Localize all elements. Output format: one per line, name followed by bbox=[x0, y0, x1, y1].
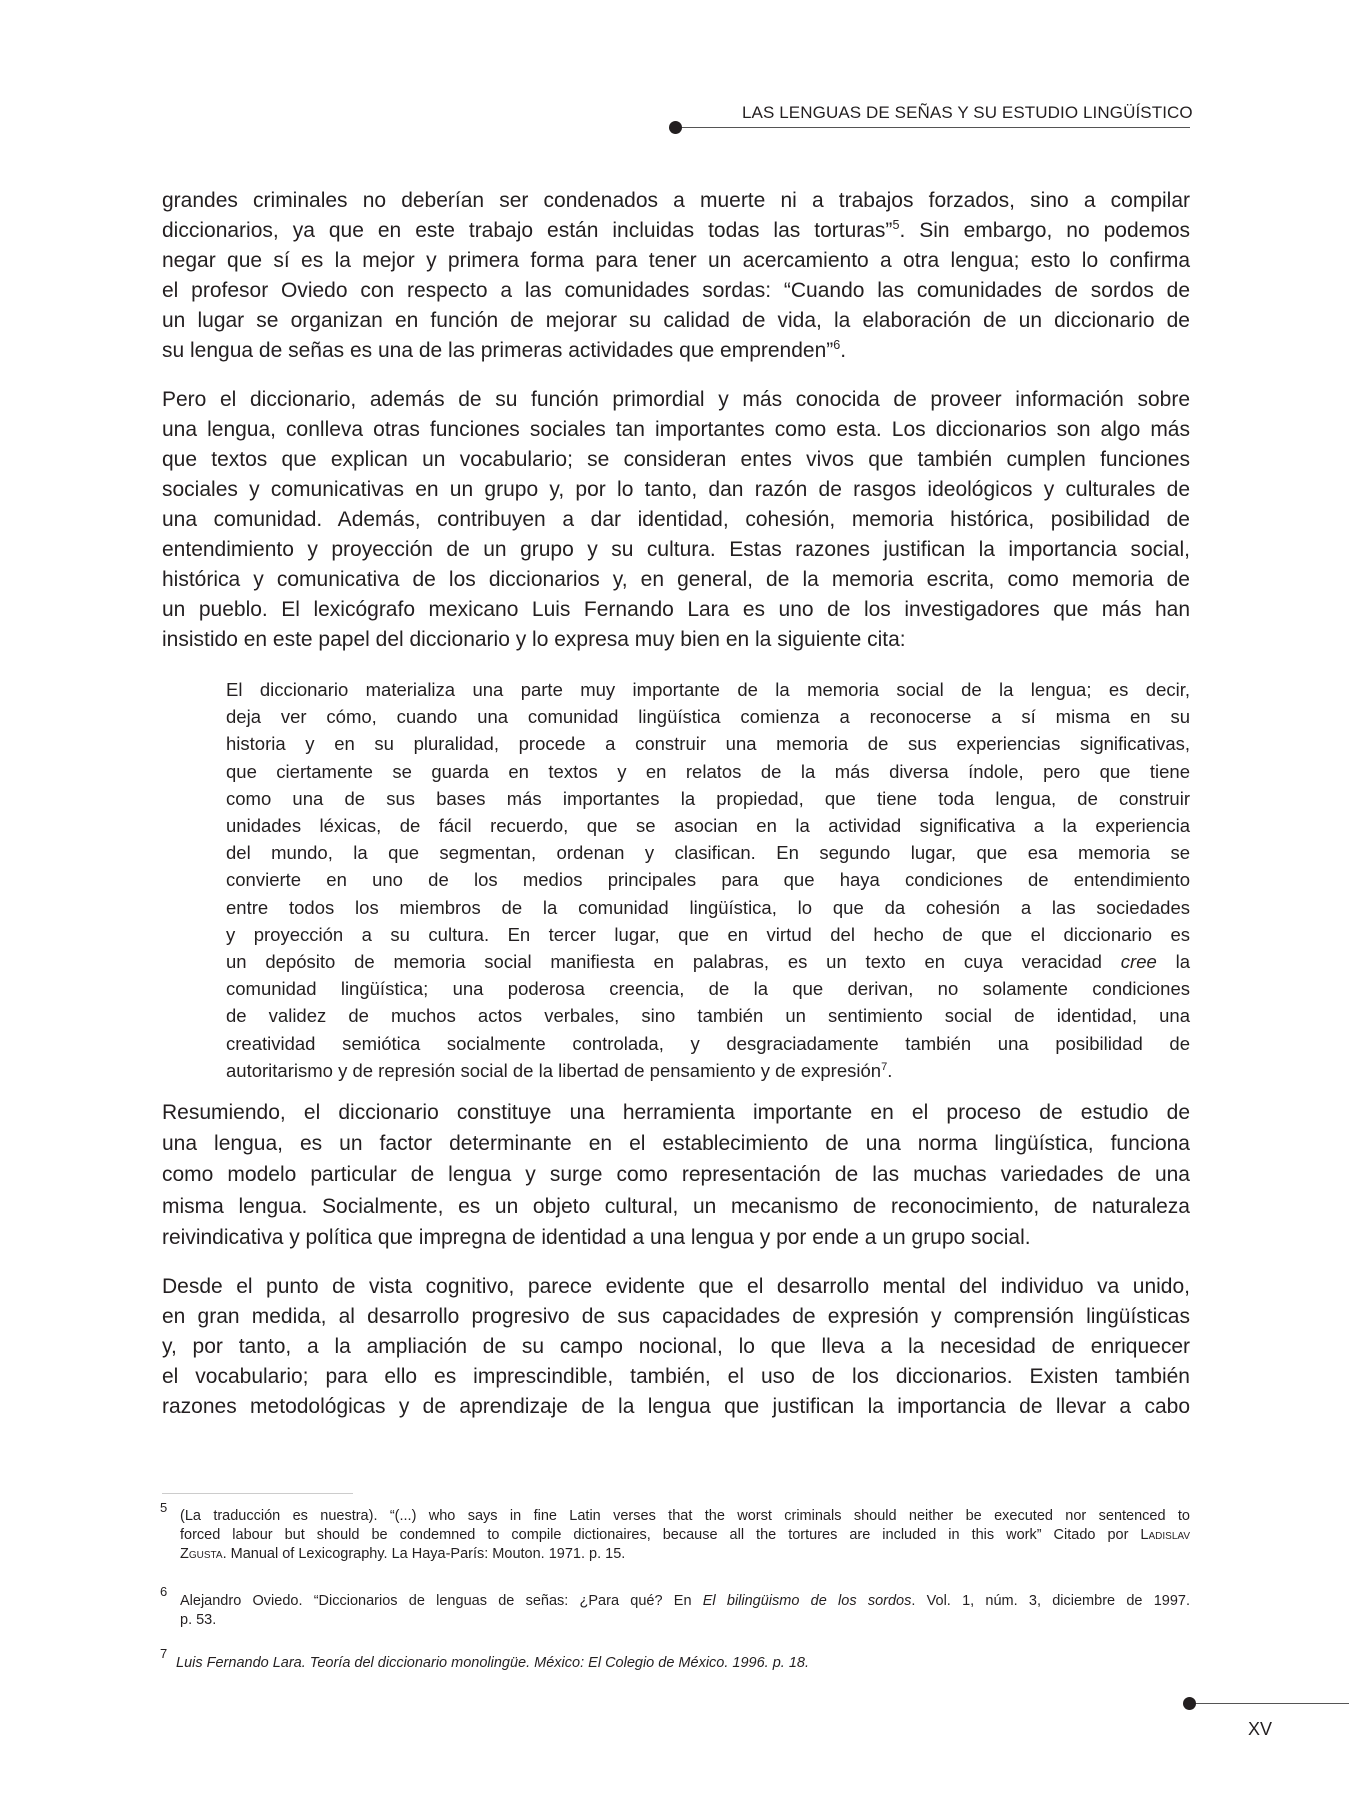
body-line: y, por tanto, a la ampliación de su campo nocional, lo que lleva a la necesidad de enriquecer bbox=[162, 1335, 1190, 1358]
author-smallcaps: Zgusta bbox=[180, 1546, 223, 1562]
quote-line: unidades léxicas, de fácil recuerdo, que se asocian en la actividad significativa a la experiencia bbox=[226, 815, 1190, 836]
body-line: una lengua, conlleva otras funciones sociales tan importantes como esta. Los diccionarios son algo más bbox=[162, 418, 1190, 441]
header-bullet-dot bbox=[669, 121, 682, 134]
body-line: en gran medida, al desarrollo progresivo de sus capacidades de expresión y comprensión lingüísticas bbox=[162, 1305, 1190, 1328]
body-line: grandes criminales no deberían ser condenados a muerte ni a trabajos forzados, sino a compilar bbox=[162, 189, 1190, 212]
quote-line: autoritarismo y de represión social de la libertad de pensamiento y de expresión$^7$. bbox=[226, 1060, 893, 1081]
body-line: un lugar se organizan en función de mejorar su calidad de vida, la elaboración de un diccionario de bbox=[162, 309, 1190, 332]
body-line: sociales y comunicativas en un grupo y, por lo tanto, dan razón de rasgos ideológicos y culturales de bbox=[162, 478, 1190, 501]
body-line: el vocabulario; para ello es imprescindible, también, el uso de los diccionarios. Existen también bbox=[162, 1365, 1190, 1388]
quote-line: entre todos los miembros de la comunidad lingüística, lo que da cohesión a las sociedades bbox=[226, 897, 1190, 918]
body-line: como modelo particular de lengua y surge como representación de las muchas variedades de una bbox=[162, 1163, 1190, 1186]
footnote-ref-6[interactable]: 6 bbox=[833, 338, 841, 352]
footnote-number: 6 bbox=[160, 1584, 168, 1599]
quote-line: convierte en uno de los medios principales para que haya condiciones de entendimiento bbox=[226, 869, 1190, 890]
body-line: Resumiendo, el diccionario constituye una herramienta importante en el proceso de estudio de bbox=[162, 1101, 1190, 1124]
body-line: Pero el diccionario, además de su función primordial y más conocida de proveer información sobre bbox=[162, 388, 1190, 411]
footnote-line: forced labour but should be condemned to compile dictionaires, because all the tortures are included in this work” Citado por Ladislav bbox=[180, 1527, 1190, 1543]
footnote-line: Zgusta. Manual of Lexicography. La Haya-París: Mouton. 1971. p. 15. bbox=[180, 1546, 626, 1562]
quote-line: historia y en su pluralidad, procede a construir una memoria de sus experiencias significativas, bbox=[226, 733, 1190, 754]
quote-line: creatividad semiótica socialmente controlada, y desgraciadamente también una posibilidad de bbox=[226, 1033, 1190, 1054]
author-smallcaps: Ladislav bbox=[1140, 1527, 1190, 1543]
quote-line: deja ver cómo, cuando una comunidad lingüística comienza a reconocerse a sí misma en su bbox=[226, 706, 1190, 727]
body-line: Desde el punto de vista cognitivo, parece evidente que el desarrollo mental del individuo va unido, bbox=[162, 1275, 1190, 1298]
body-line: histórica y comunicativa de los diccionarios y, en general, de la memoria escrita, como memoria de bbox=[162, 568, 1190, 591]
body-line: el profesor Oviedo con respecto a las comunidades sordas: “Cuando las comunidades de sordos de bbox=[162, 279, 1190, 302]
italic-word: cree bbox=[1120, 951, 1157, 972]
italic-title: El bilingüismo de los sordos bbox=[702, 1593, 912, 1609]
body-line: insistido en este papel del diccionario y lo expresa muy bien en la siguiente cita: bbox=[162, 628, 906, 651]
body-line: razones metodológicas y de aprendizaje de la lengua que justifican la importancia de llevar a cabo bbox=[162, 1395, 1190, 1418]
body-line: negar que sí es la mejor y primera forma para tener un acercamiento a otra lengua; esto lo confirma bbox=[162, 249, 1190, 272]
header-rule bbox=[676, 127, 1190, 128]
body-line: una lengua, es un factor determinante en el establecimiento de una norma lingüística, funciona bbox=[162, 1132, 1190, 1155]
quote-line: y proyección a su cultura. En tercer lugar, que en virtud del hecho de que el diccionario es bbox=[226, 924, 1190, 945]
quote-line: de validez de muchos actos verbales, sino también un sentimiento social de identidad, una bbox=[226, 1005, 1190, 1026]
running-header-title: LAS LENGUAS DE SEÑAS Y SU ESTUDIO LINGÜÍSTICO bbox=[742, 103, 1193, 122]
body-line: que textos que explican un vocabulario; se consideran entes vivos que también cumplen funciones bbox=[162, 448, 1190, 471]
body-line: reivindicativa y política que impregna de identidad a una lengua y por ende a un grupo social. bbox=[162, 1226, 1031, 1249]
body-line: entendimiento y proyección de un grupo y su cultura. Estas razones justifican la importancia social, bbox=[162, 538, 1190, 561]
quote-line: que ciertamente se guarda en textos y en relatos de la más diversa índole, pero que tiene bbox=[226, 761, 1190, 782]
footnote-number: 5 bbox=[160, 1500, 168, 1515]
quote-line: un depósito de memoria social manifiesta en palabras, es un texto en cuya veracidad cree la bbox=[226, 951, 1190, 972]
body-line: un pueblo. El lexicógrafo mexicano Luis Fernando Lara es uno de los investigadores que más han bbox=[162, 598, 1190, 621]
footnote-ref-5[interactable]: 5 bbox=[892, 218, 900, 232]
quote-line: comunidad lingüística; una poderosa creencia, de la que derivan, no solamente condiciones bbox=[226, 978, 1190, 999]
footnote-line: (La traducción es nuestra). “(...) who says in fine Latin verses that the worst criminals should neither be executed nor sentenced to bbox=[180, 1508, 1190, 1524]
footnote-number: 7 bbox=[160, 1646, 168, 1661]
footnote-line: Alejandro Oviedo. “Diccionarios de lenguas de señas: ¿Para qué? En El bilingüismo de los sordos. Vol. 1, núm. 3, diciembre de 1997. bbox=[180, 1593, 1190, 1609]
footer-bullet-dot bbox=[1183, 1697, 1196, 1710]
footnote-separator bbox=[162, 1493, 353, 1494]
quote-line: El diccionario materializa una parte muy importante de la memoria social de la lengua; es decir, bbox=[226, 679, 1190, 700]
body-line: diccionarios, ya que en este trabajo están incluidas todas las torturas”$^5$. Sin embargo, no podemos bbox=[162, 218, 1190, 242]
footnote-ref-7[interactable]: 7 bbox=[881, 1060, 888, 1073]
body-line: una comunidad. Además, contribuyen a dar identidad, cohesión, memoria histórica, posibilidad de bbox=[162, 508, 1190, 531]
footnote-line: Luis Fernando Lara. Teoría del diccionario monolingüe. México: El Colegio de México. 1996. p. 18. bbox=[176, 1655, 810, 1671]
quote-line: del mundo, la que segmentan, ordenan y clasifican. En segundo lugar, que esa memoria se bbox=[226, 842, 1190, 863]
footer-rule bbox=[1189, 1703, 1349, 1704]
footnote-line: p. 53. bbox=[180, 1612, 217, 1628]
quote-line: como una de sus bases más importantes la propiedad, que tiene toda lengua, de construir bbox=[226, 788, 1190, 809]
body-line: misma lengua. Socialmente, es un objeto cultural, un mecanismo de reconocimiento, de naturaleza bbox=[162, 1195, 1190, 1218]
body-line: su lengua de señas es una de las primeras actividades que emprenden”$^6$. bbox=[162, 338, 847, 362]
page-number: XV bbox=[1248, 1719, 1273, 1739]
